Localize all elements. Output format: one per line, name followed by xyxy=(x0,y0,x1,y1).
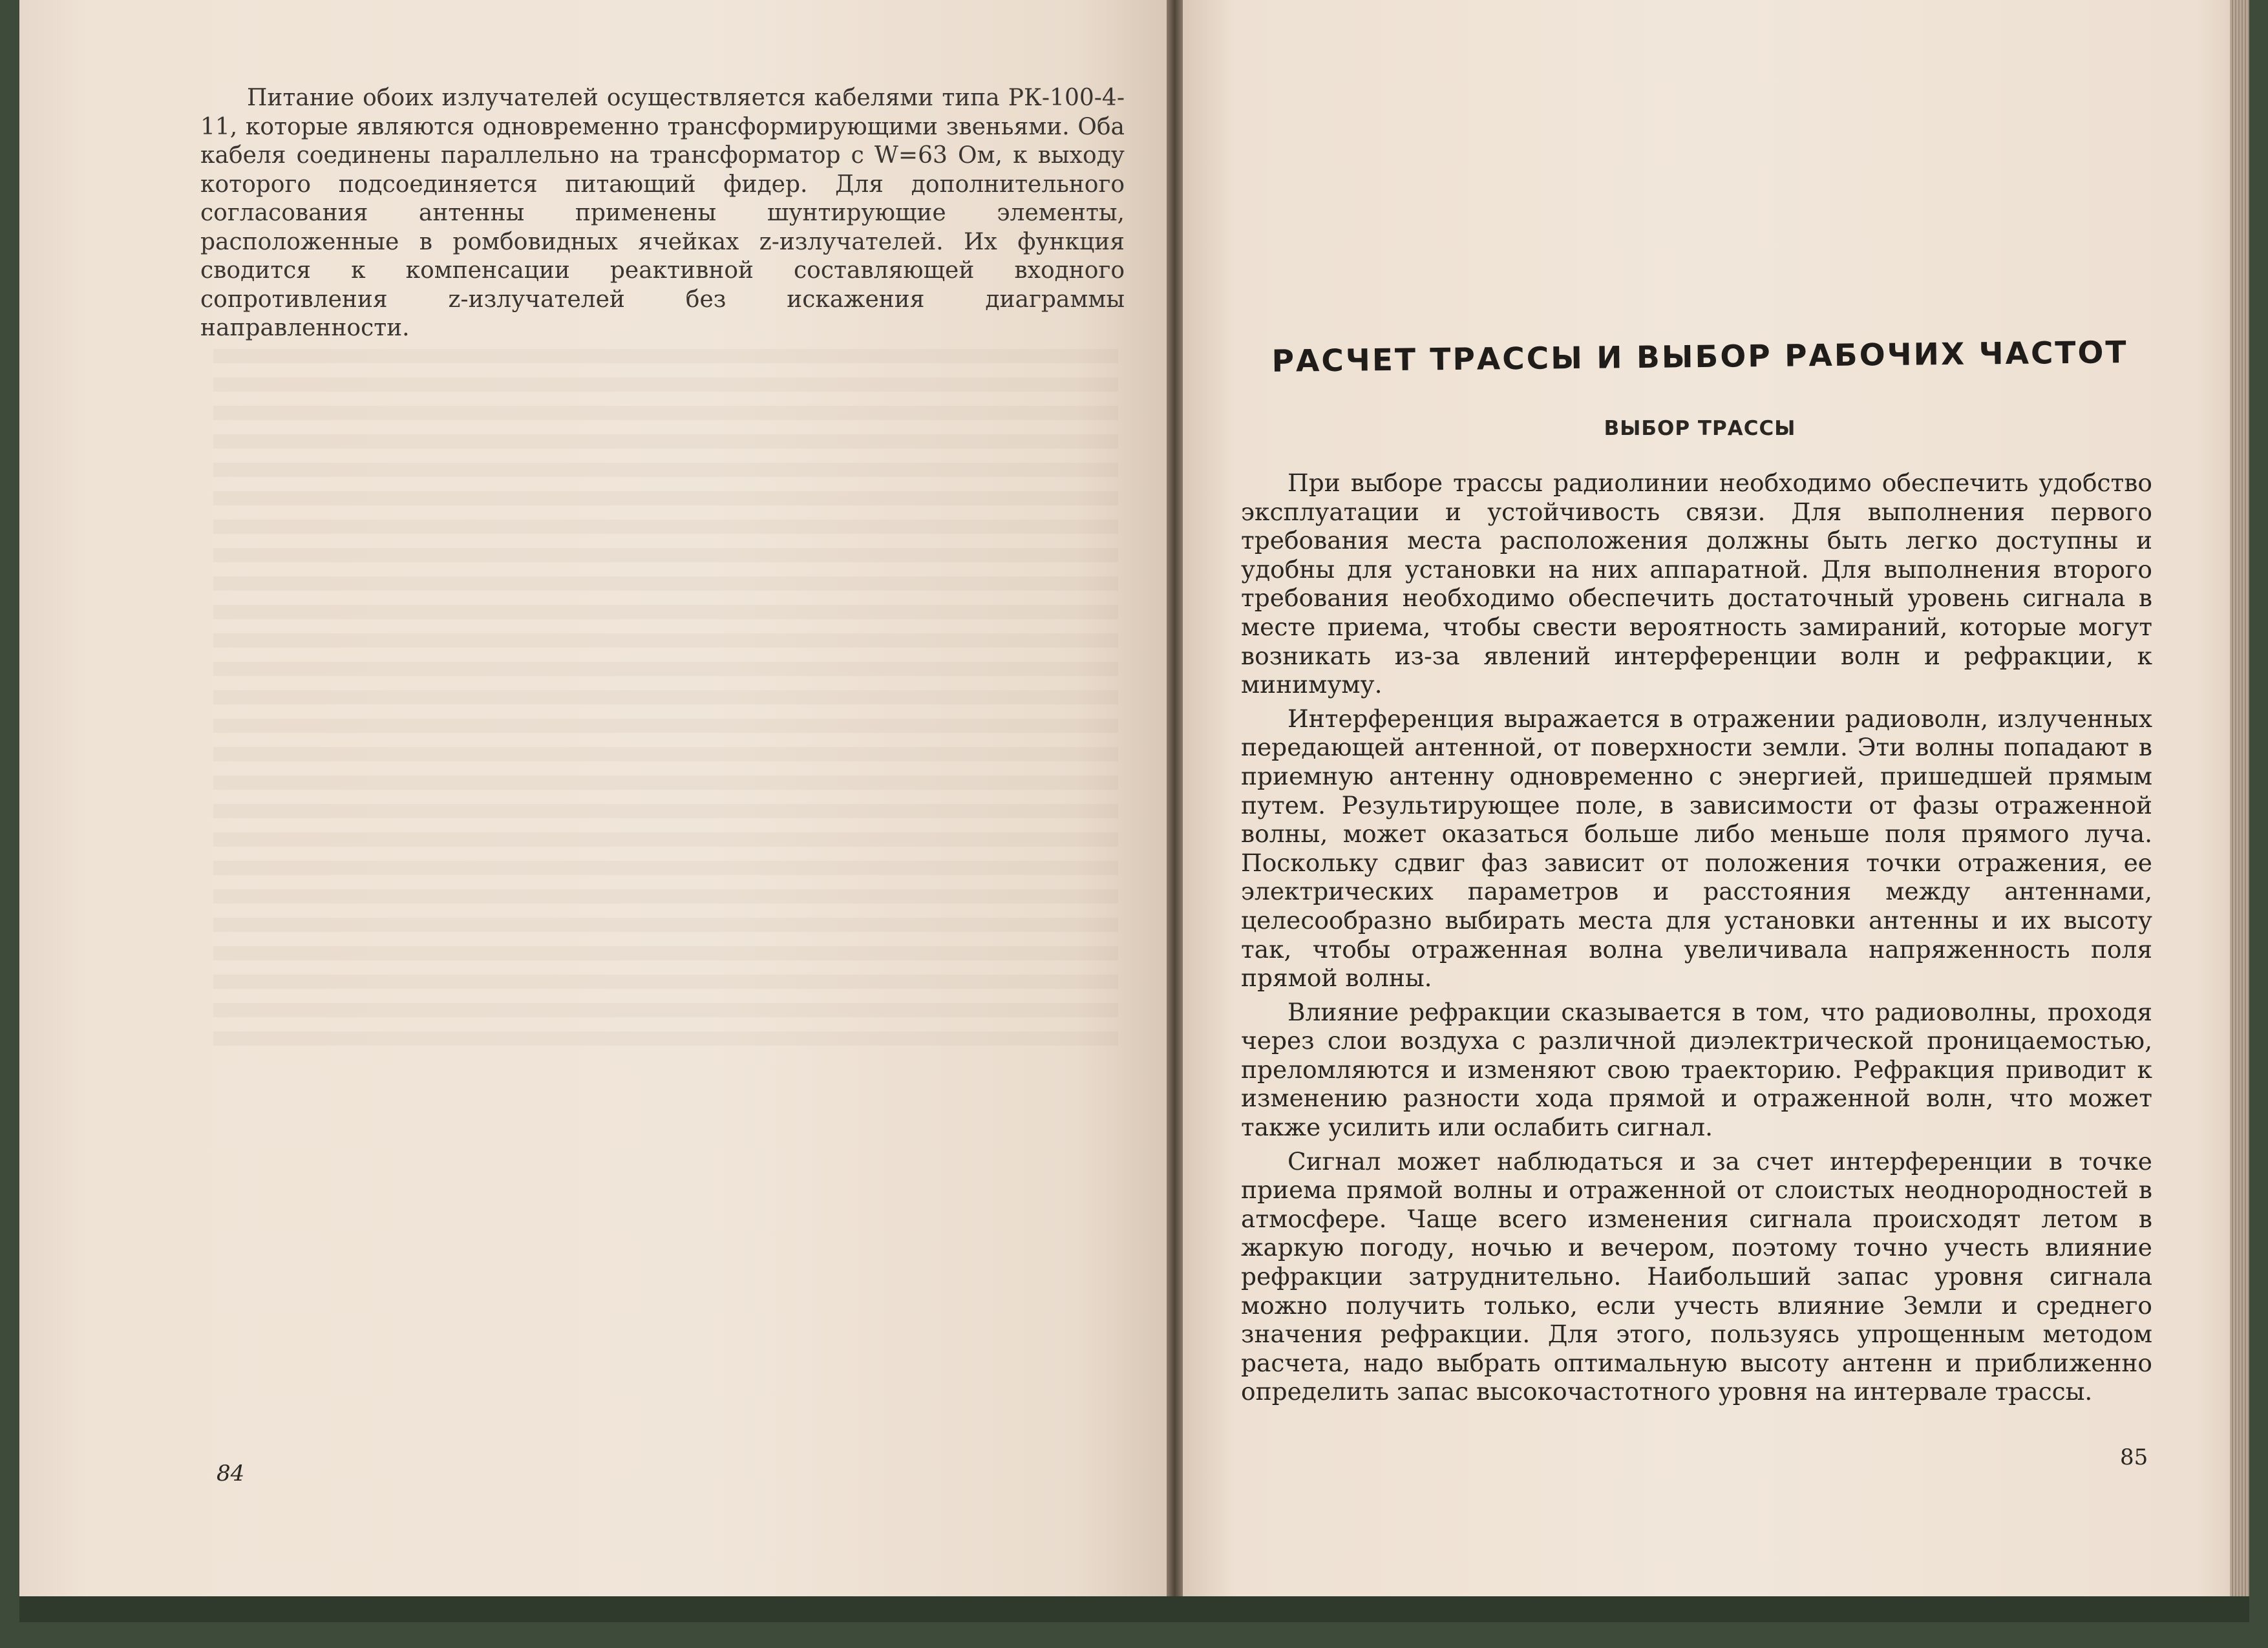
chapter-title: РАСЧЕТ ТРАССЫ И ВЫБОР РАБОЧИХ ЧАСТОТ xyxy=(1271,335,2128,379)
bleed-through-texture xyxy=(213,349,1118,1060)
book-gutter xyxy=(1167,0,1183,1596)
right-page-text xyxy=(1241,469,2152,1411)
book-cover-bottom xyxy=(19,1596,2249,1622)
right-paragraph-3: Влияние рефракции сказывается в том, что радиоволны, проходя через слои воздуха с различной диэлектрической проницаемостью, преломляются и изменяют свою траекторию. Рефракция приводит к изменению разности хода прямой и отраженной волн, что может также усилить или ослабить сигнал. xyxy=(1241,997,2152,1142)
right-page xyxy=(1183,0,2249,1596)
left-page-text xyxy=(200,84,1125,343)
right-paragraph-2: Интерференция выражается в отражении радиоволн, излученных передающей антенной, от поверхности земли. Эти волны попадают в приемную антенну одновременно с энергией, пришедшей прямым путем. Результирующее поле, в зависимости от фазы отраженной волны, может оказаться больше либо меньше поля прямого луча. Поскольку сдвиг фаз зависит от положения точки отражения, ее электрических параметров и расстояния между антеннами, целесообразно выбирать места для установки антенны и их высоту так, чтобы отраженная волна увеличивала напряженность поля прямой волны. xyxy=(1241,704,2152,993)
page-number-right: 85 xyxy=(2120,1444,2148,1470)
section-title: ВЫБОР ТРАССЫ xyxy=(1604,417,1796,440)
page-number-left: 84 xyxy=(217,1461,245,1486)
left-paragraph: Питание обоих излучателей осуществляется кабелями типа РК-100-4-11, которые являются одновременно трансформирующими звеньями. Оба кабеля соединены параллельно на трансформатор с W=63 Ом, к выходу которого подсоединяется питающий фидер. Для дополнительного согласования антенны применены шунтирующие элементы, расположенные в ромбовидных ячейках z-излучателей. Их функция сводится к компенсации реактивной составляющей входного сопротивления z-излучателей без искажения диаграммы направленности. xyxy=(200,85,1125,341)
right-paragraph-4: Сигнал может наблюдаться и за счет интерференции в точке приема прямой волны и отраженной от слоистых неоднородностей в атмосфере. Чаще всего изменения сигнала происходят летом в жаркую погоду, ночью и вечером, поэтому точно учесть влияние рефракции затруднительно. Наибольший запас уровня сигнала можно получить только, если учесть влияние Земли и среднего значения рефракции. Для этого, пользуясь упрощенным методом расчета, надо выбрать оптимальную высоту антенн и приближенно определить запас высокочастотного уровня на интервале трассы. xyxy=(1241,1146,2152,1406)
page-edges xyxy=(2230,0,2249,1596)
open-book xyxy=(19,0,2249,1622)
left-page xyxy=(19,0,1167,1596)
right-paragraph-1: При выборе трассы радиолинии необходимо обеспечить удобство эксплуатации и устойчивость связи. Для выполнения первого требования места расположения должны быть легко доступны и удобны для установки на них аппаратной. Для выполнения второго требования необходимо обеспечить достаточный уровень сигнала в месте приема, чтобы свести вероятность замираний, которые могут возникать из-за явлений интерференции волн и рефракции, к минимуму. xyxy=(1241,469,2152,699)
